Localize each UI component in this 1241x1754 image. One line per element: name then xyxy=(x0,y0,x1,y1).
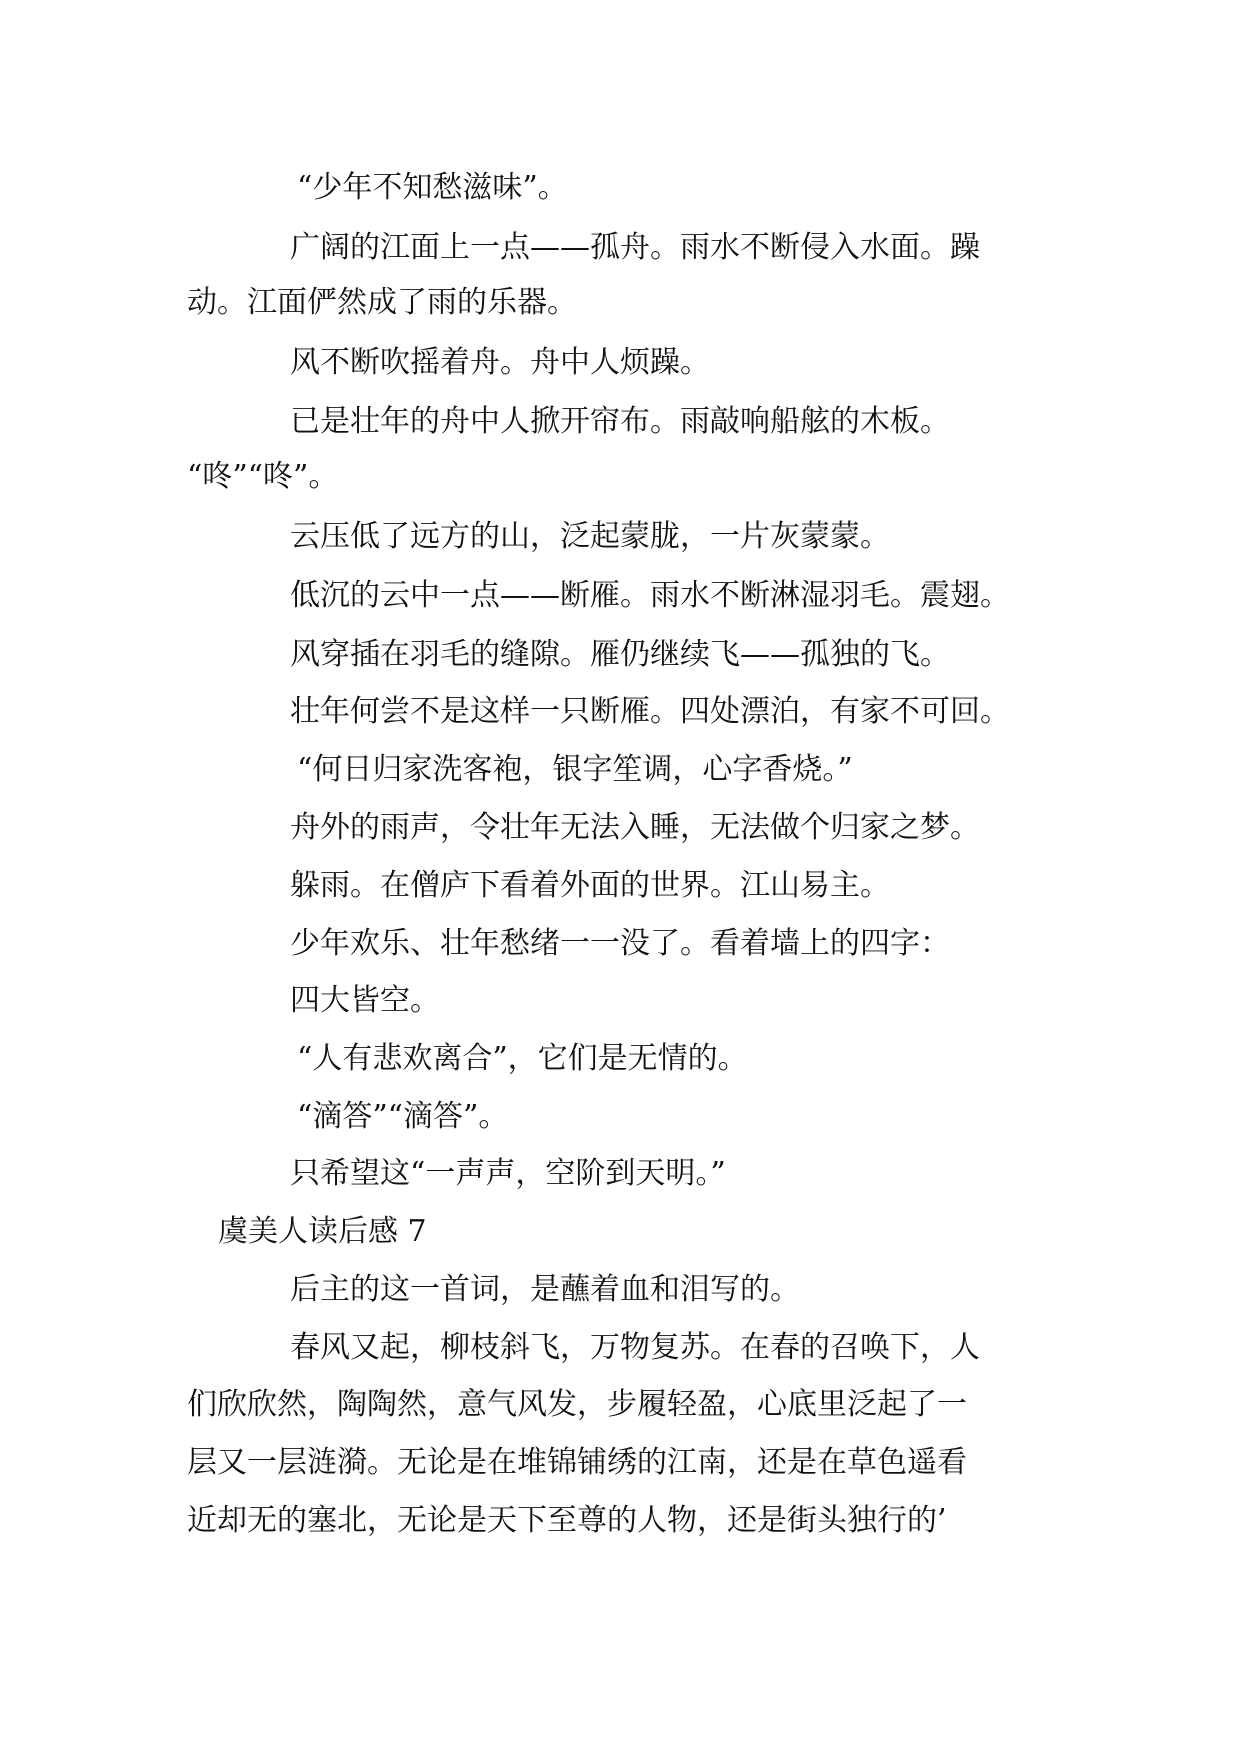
paragraph-line: 们欣欣然，陶陶然，意气风发，步履轻盈，心底里泛起了一 xyxy=(187,1387,967,1422)
paragraph-line: 只希望这“一声声，空阶到天明。” xyxy=(290,1156,726,1191)
paragraph-line: 躲雨。在僧庐下看着外面的世界。江山易主。 xyxy=(290,868,890,903)
paragraph-line: 春风又起，柳枝斜飞，万物复苏。在春的召唤下，人 xyxy=(290,1330,980,1365)
paragraph-line: 动。江面俨然成了雨的乐器。 xyxy=(187,285,577,320)
paragraph-line: 少年欢乐、壮年愁绪一一没了。看着墙上的四字： xyxy=(290,926,950,961)
paragraph-line: 层又一层涟漪。无论是在堆锦铺绣的江南，还是在草色遥看 xyxy=(187,1445,967,1480)
paragraph-line: 壮年何尝不是这样一只断雁。四处漂泊，有家不可回。 xyxy=(290,694,1010,729)
paragraph-line: 广阔的江面上一点——孤舟。雨水不断侵入水面。躁 xyxy=(290,230,980,265)
paragraph-line: 已是壮年的舟中人掀开帘布。雨敲响船舷的木板。 xyxy=(290,404,950,439)
section-heading: 虞美人读后感 7 xyxy=(218,1214,427,1249)
paragraph-line: 低沉的云中一点——断雁。雨水不断淋湿羽毛。震翅。 xyxy=(290,578,1010,613)
paragraph-line: 风穿插在羽毛的缝隙。雁仍继续飞——孤独的飞。 xyxy=(290,637,950,672)
paragraph-line: “何日归家洗客袍，银字笙调，心字香烧。” xyxy=(297,752,853,787)
paragraph-line: “少年不知愁滋味”。 xyxy=(297,170,568,205)
paragraph-line: 后主的这一首词，是蘸着血和泪写的。 xyxy=(290,1272,800,1307)
paragraph-line: 四大皆空。 xyxy=(290,983,440,1018)
paragraph-line: “人有悲欢离合”，它们是无情的。 xyxy=(297,1041,748,1076)
paragraph-line: 近却无的塞北，无论是天下至尊的人物，还是街头独行的’ xyxy=(187,1503,947,1538)
paragraph-line: 云压低了远方的山，泛起蒙胧，一片灰蒙蒙。 xyxy=(290,519,890,554)
paragraph-line: 风不断吹摇着舟。舟中人烦躁。 xyxy=(290,345,710,380)
paragraph-line: 舟外的雨声，令壮年无法入睡，无法做个归家之梦。 xyxy=(290,810,980,845)
paragraph-line: “滴答”“滴答”。 xyxy=(297,1099,509,1134)
paragraph-line: “咚”“咚”。 xyxy=(187,459,339,494)
